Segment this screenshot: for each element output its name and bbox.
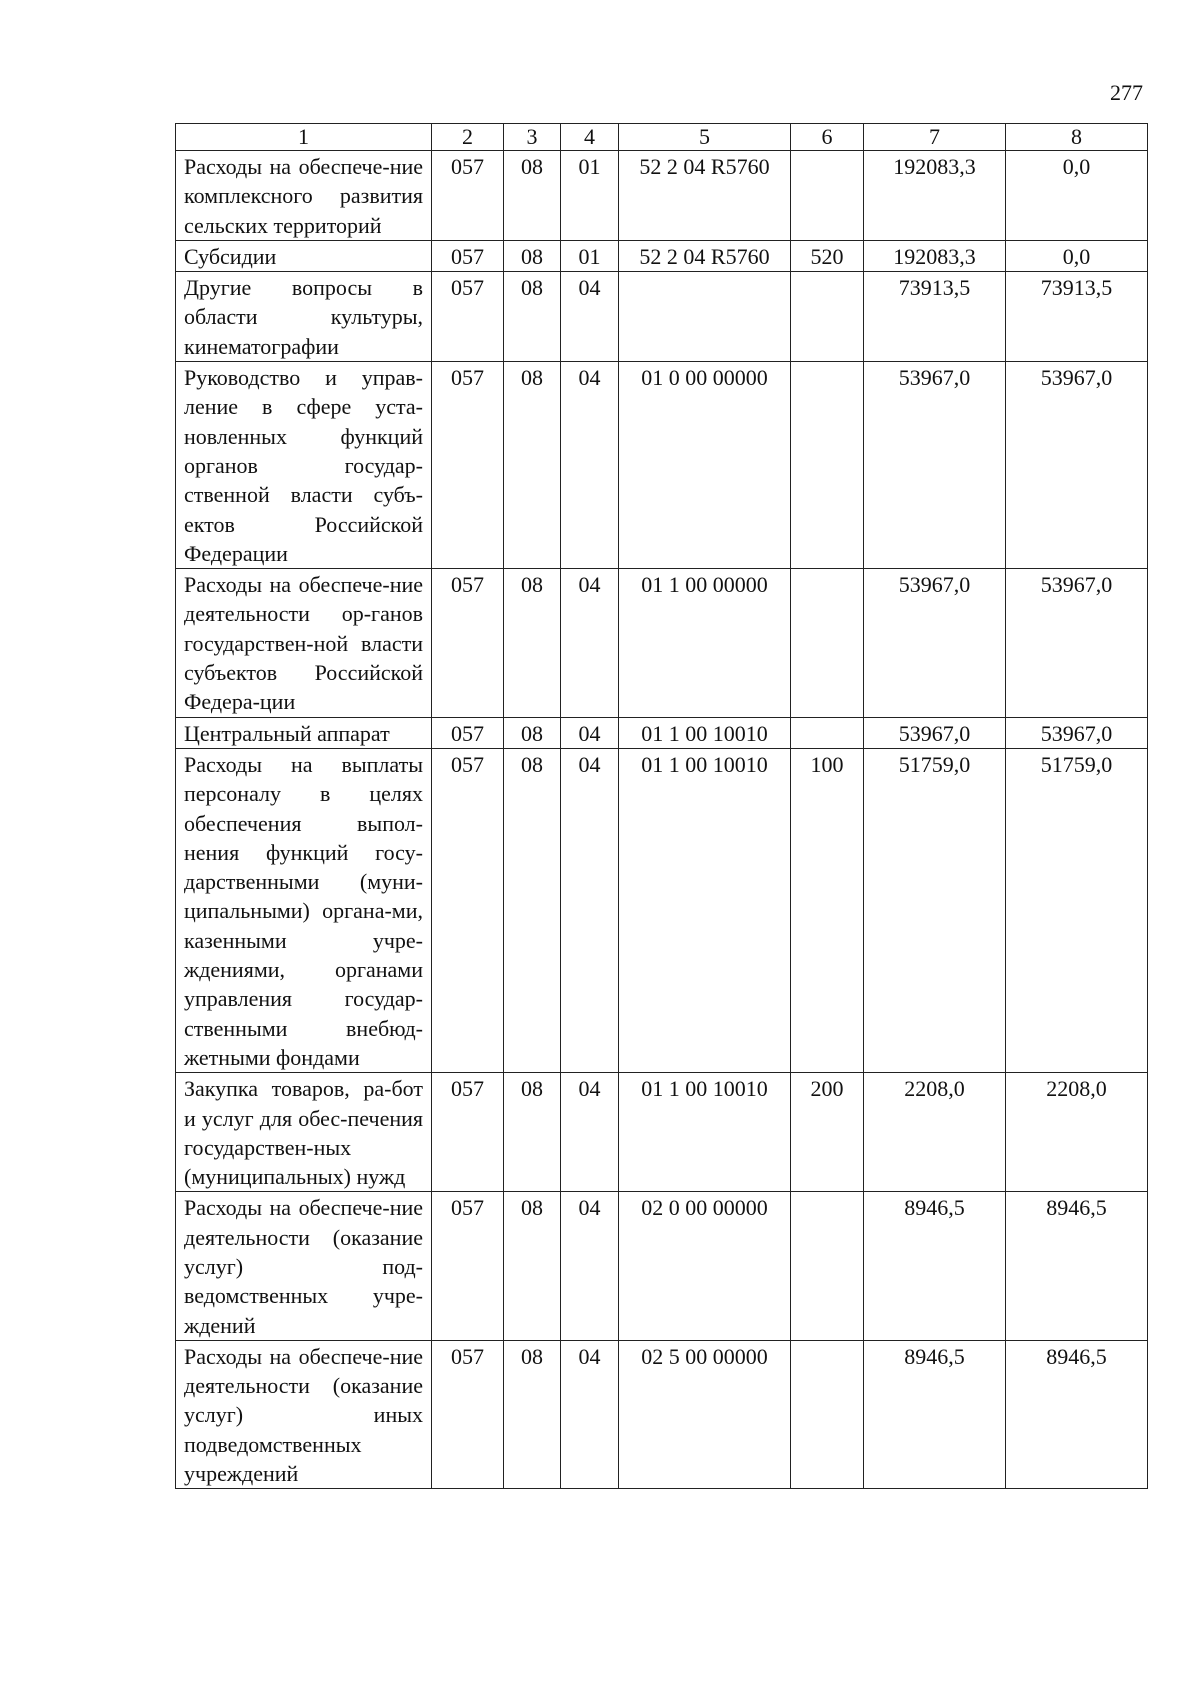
subsection-code-cell: 04 xyxy=(561,569,619,717)
section-code-cell: 08 xyxy=(504,569,561,717)
amount-year2-cell: 8946,5 xyxy=(1006,1192,1148,1340)
target-article-cell: 01 0 00 00000 xyxy=(619,362,791,569)
column-header: 3 xyxy=(504,124,561,151)
target-article-cell xyxy=(619,272,791,362)
section-code-cell: 08 xyxy=(504,272,561,362)
ministry-code-cell: 057 xyxy=(432,748,504,1072)
amount-year1-cell: 8946,5 xyxy=(864,1192,1006,1340)
target-article-cell: 01 1 00 00000 xyxy=(619,569,791,717)
ministry-code-cell: 057 xyxy=(432,151,504,241)
amount-year1-cell: 51759,0 xyxy=(864,748,1006,1072)
ministry-code-cell: 057 xyxy=(432,362,504,569)
expense-name-cell: Расходы на обеспече-ние деятельности ор-ганов государствен-ной власти субъектов Российской Федера-ции xyxy=(176,569,432,717)
amount-year1-cell: 192083,3 xyxy=(864,151,1006,241)
amount-year1-cell: 2208,0 xyxy=(864,1073,1006,1192)
amount-year2-cell: 53967,0 xyxy=(1006,569,1148,717)
ministry-code-cell: 057 xyxy=(432,240,504,271)
subsection-code-cell: 04 xyxy=(561,1340,619,1488)
table-row xyxy=(176,1192,1148,1340)
amount-year1-cell: 53967,0 xyxy=(864,717,1006,748)
expense-type-cell xyxy=(791,569,864,717)
table-body xyxy=(176,124,1148,1489)
column-header: 4 xyxy=(561,124,619,151)
target-article-cell: 02 5 00 00000 xyxy=(619,1340,791,1488)
table-row xyxy=(176,362,1148,569)
column-header: 7 xyxy=(864,124,1006,151)
expense-type-cell: 520 xyxy=(791,240,864,271)
column-header: 8 xyxy=(1006,124,1148,151)
amount-year2-cell: 53967,0 xyxy=(1006,717,1148,748)
table-row xyxy=(176,151,1148,241)
target-article-cell: 02 0 00 00000 xyxy=(619,1192,791,1340)
section-code-cell: 08 xyxy=(504,362,561,569)
ministry-code-cell: 057 xyxy=(432,1073,504,1192)
expense-name-cell: Другие вопросы в области культуры, кинематографии xyxy=(176,272,432,362)
page-number: 277 xyxy=(1110,80,1143,105)
expense-type-cell xyxy=(791,1340,864,1488)
amount-year2-cell: 0,0 xyxy=(1006,151,1148,241)
ministry-code-cell: 057 xyxy=(432,569,504,717)
amount-year1-cell: 73913,5 xyxy=(864,272,1006,362)
expense-name-cell: Центральный аппарат xyxy=(176,717,432,748)
amount-year2-cell: 73913,5 xyxy=(1006,272,1148,362)
header-row xyxy=(176,124,1148,151)
section-code-cell: 08 xyxy=(504,748,561,1072)
subsection-code-cell: 04 xyxy=(561,362,619,569)
amount-year1-cell: 53967,0 xyxy=(864,362,1006,569)
section-code-cell: 08 xyxy=(504,1073,561,1192)
table-row xyxy=(176,240,1148,271)
expense-type-cell: 200 xyxy=(791,1073,864,1192)
subsection-code-cell: 04 xyxy=(561,1192,619,1340)
subsection-code-cell: 04 xyxy=(561,748,619,1072)
ministry-code-cell: 057 xyxy=(432,272,504,362)
table-row xyxy=(176,748,1148,1072)
amount-year2-cell: 8946,5 xyxy=(1006,1340,1148,1488)
column-header: 2 xyxy=(432,124,504,151)
target-article-cell: 01 1 00 10010 xyxy=(619,748,791,1072)
table-row xyxy=(176,272,1148,362)
expense-name-cell: Расходы на выплаты персоналу в целях обеспечения выпол-нения функций госу-дарственными (муни-ципальными) органа-ми, казенными учре-ждениями, органами управления государ-ственными внебюд-жетными фондами xyxy=(176,748,432,1072)
table-row xyxy=(176,1340,1148,1488)
subsection-code-cell: 04 xyxy=(561,717,619,748)
section-code-cell: 08 xyxy=(504,717,561,748)
target-article-cell: 52 2 04 R5760 xyxy=(619,151,791,241)
table-row xyxy=(176,569,1148,717)
expense-type-cell xyxy=(791,151,864,241)
expense-type-cell xyxy=(791,1192,864,1340)
expense-type-cell xyxy=(791,717,864,748)
amount-year2-cell: 53967,0 xyxy=(1006,362,1148,569)
expense-type-cell: 100 xyxy=(791,748,864,1072)
expense-name-cell: Расходы на обеспече-ние комплексного развития сельских территорий xyxy=(176,151,432,241)
target-article-cell: 01 1 00 10010 xyxy=(619,717,791,748)
expense-name-cell: Расходы на обеспече-ние деятельности (оказание услуг) под-ведомственных учре-ждений xyxy=(176,1192,432,1340)
expense-type-cell xyxy=(791,362,864,569)
target-article-cell: 01 1 00 10010 xyxy=(619,1073,791,1192)
table-row xyxy=(176,717,1148,748)
section-code-cell: 08 xyxy=(504,240,561,271)
expense-name-cell: Субсидии xyxy=(176,240,432,271)
subsection-code-cell: 04 xyxy=(561,1073,619,1192)
expense-name-cell: Расходы на обеспече-ние деятельности (оказание услуг) иных подведомственных учреждений xyxy=(176,1340,432,1488)
section-code-cell: 08 xyxy=(504,1192,561,1340)
amount-year1-cell: 192083,3 xyxy=(864,240,1006,271)
expense-name-cell: Руководство и управ-ление в сфере уста-новленных функций органов государ-ственной власти субъ-ектов Российской Федерации xyxy=(176,362,432,569)
amount-year1-cell: 53967,0 xyxy=(864,569,1006,717)
section-code-cell: 08 xyxy=(504,1340,561,1488)
ministry-code-cell: 057 xyxy=(432,717,504,748)
amount-year2-cell: 51759,0 xyxy=(1006,748,1148,1072)
expense-type-cell xyxy=(791,272,864,362)
amount-year2-cell: 0,0 xyxy=(1006,240,1148,271)
ministry-code-cell: 057 xyxy=(432,1192,504,1340)
column-header: 1 xyxy=(176,124,432,151)
column-header: 6 xyxy=(791,124,864,151)
amount-year1-cell: 8946,5 xyxy=(864,1340,1006,1488)
budget-table xyxy=(175,123,1148,1489)
column-header: 5 xyxy=(619,124,791,151)
target-article-cell: 52 2 04 R5760 xyxy=(619,240,791,271)
table-row xyxy=(176,1073,1148,1192)
amount-year2-cell: 2208,0 xyxy=(1006,1073,1148,1192)
subsection-code-cell: 04 xyxy=(561,272,619,362)
ministry-code-cell: 057 xyxy=(432,1340,504,1488)
subsection-code-cell: 01 xyxy=(561,151,619,241)
section-code-cell: 08 xyxy=(504,151,561,241)
subsection-code-cell: 01 xyxy=(561,240,619,271)
expense-name-cell: Закупка товаров, ра-бот и услуг для обес-печения государствен-ных (муниципальных) нужд xyxy=(176,1073,432,1192)
